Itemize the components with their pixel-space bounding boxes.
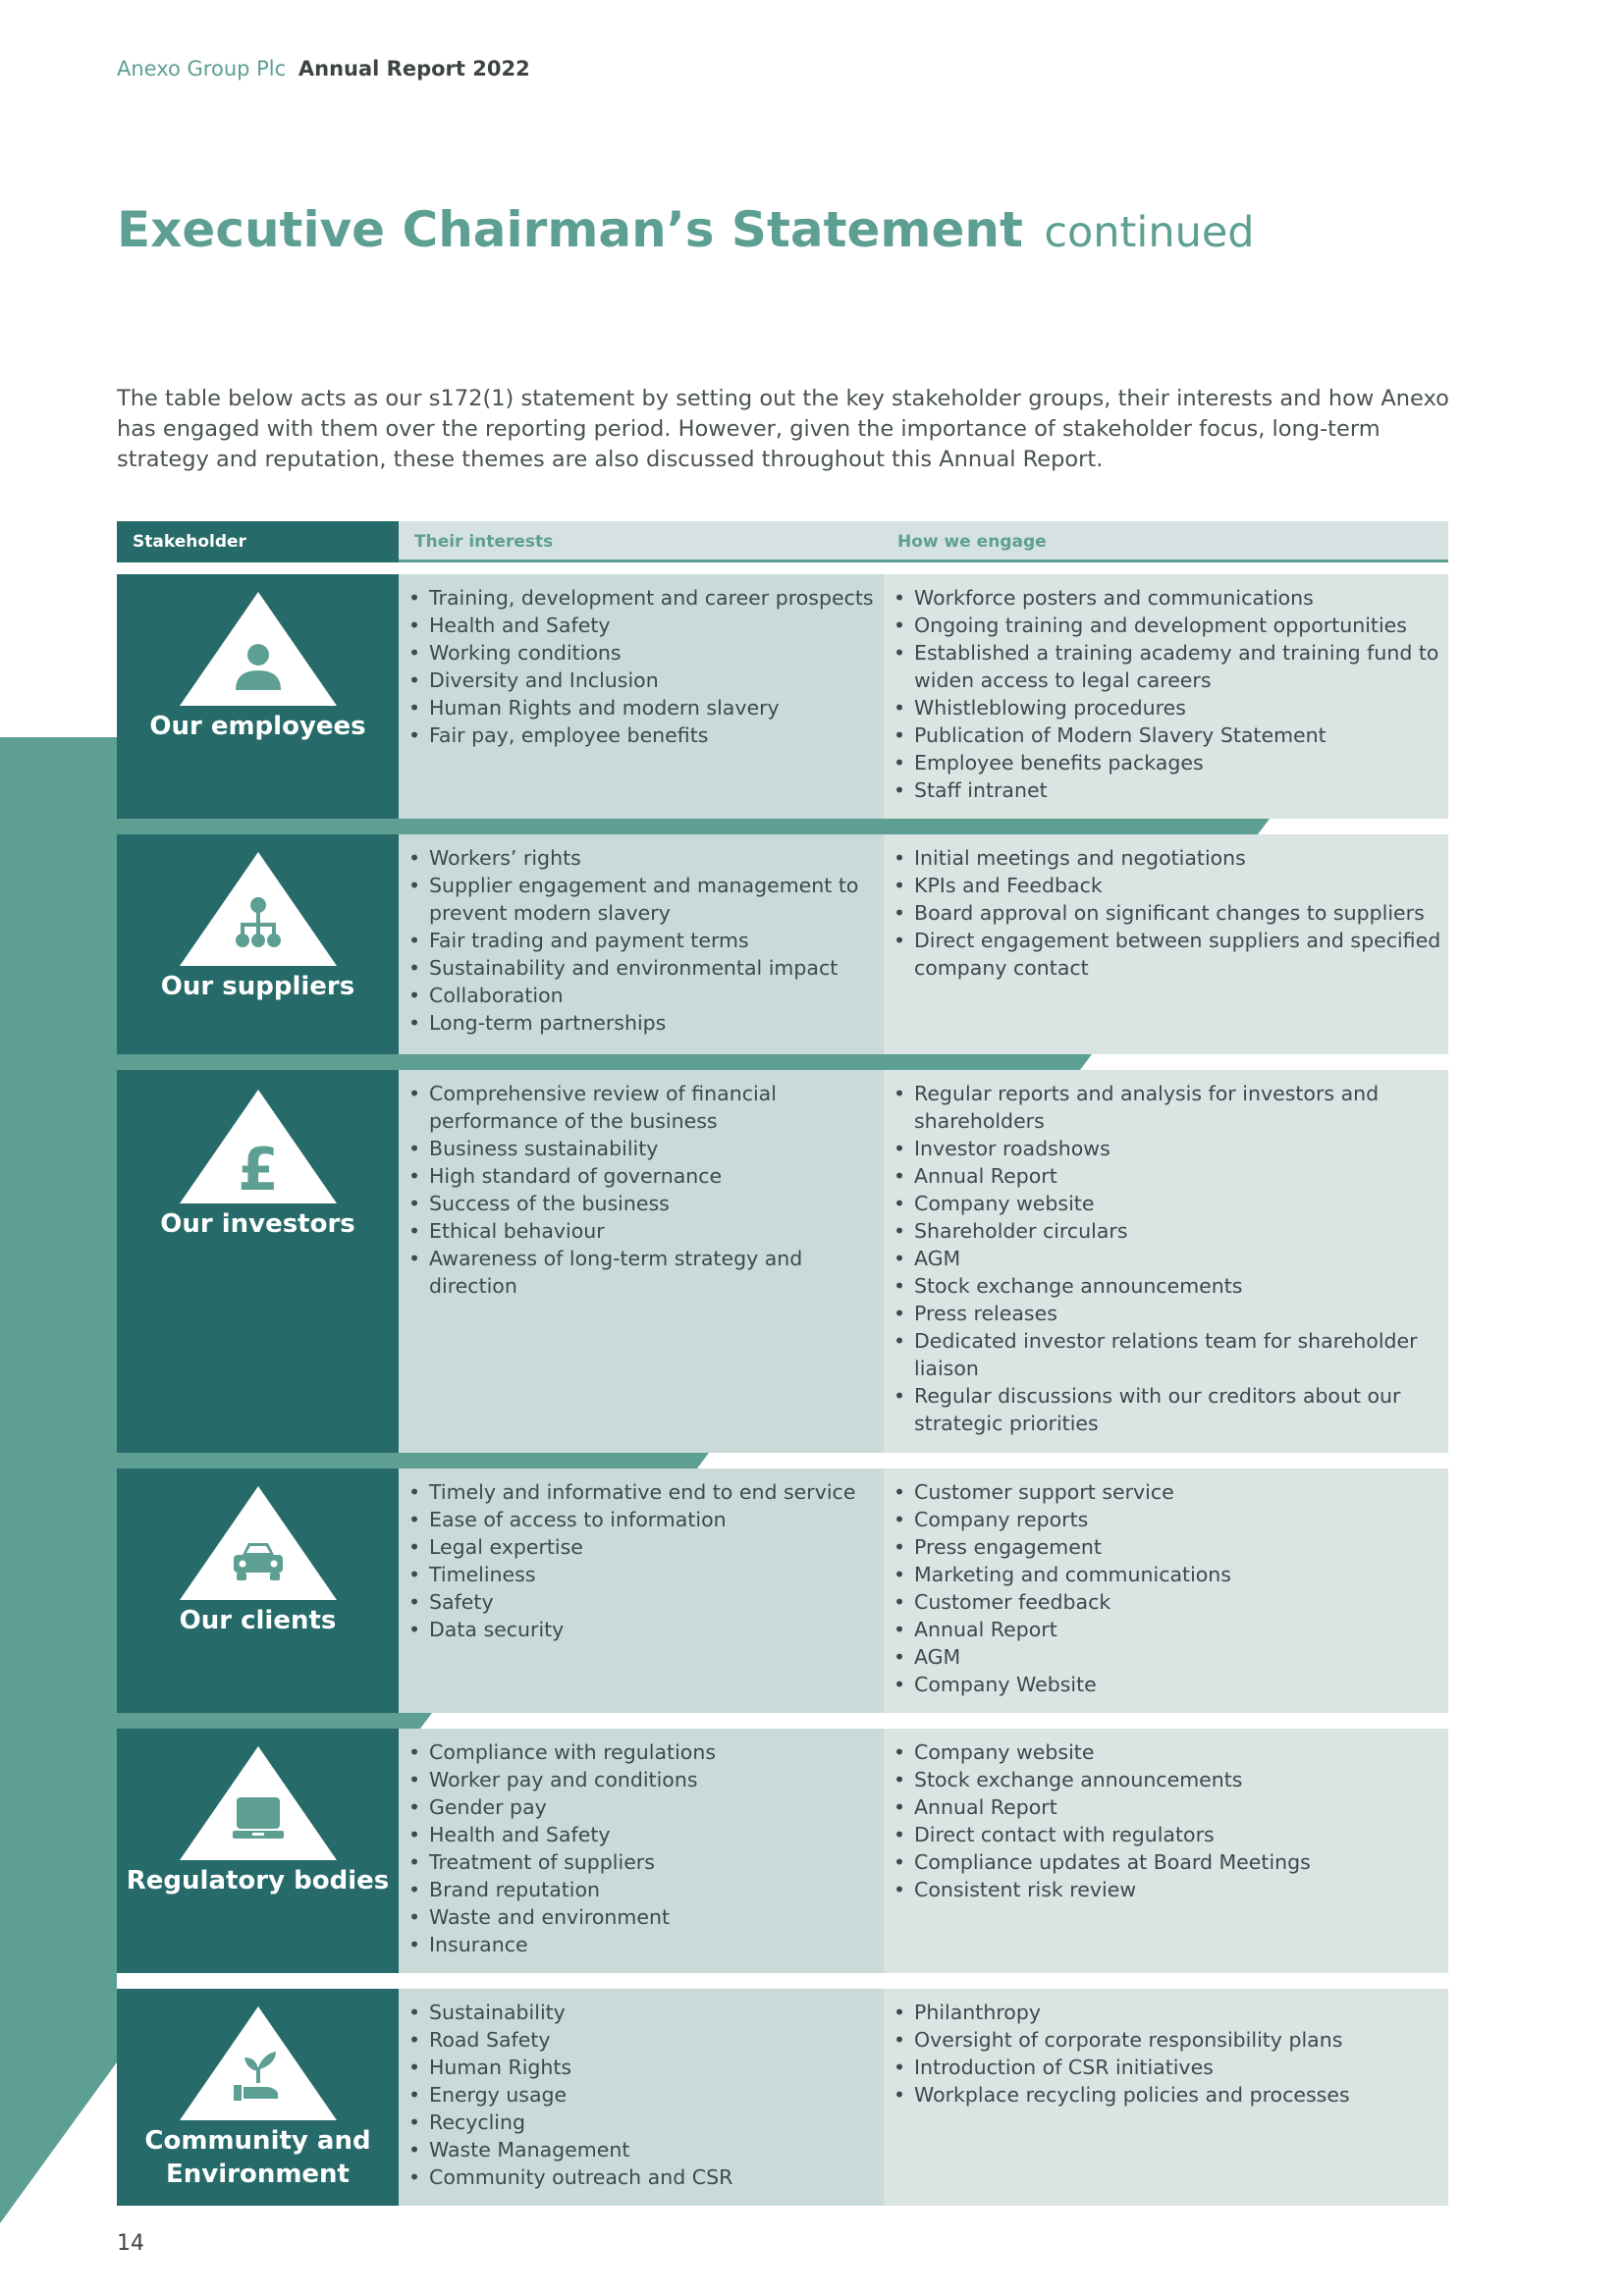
engage-item: • AGM (892, 1245, 1443, 1272)
interest-item: • Awareness of long-term strategy and direction (406, 1245, 878, 1300)
engage-list (892, 584, 1443, 804)
engage-list (892, 844, 1443, 982)
engage-item: • Introduction of CSR initiatives (892, 2054, 1443, 2081)
engage-item: • Direct engagement between suppliers and specified company contact (892, 927, 1443, 982)
interests-cell (399, 1468, 884, 1713)
engage-cell (884, 574, 1448, 819)
interest-item: • Health and Safety (406, 1821, 878, 1848)
interest-item: • Working conditions (406, 639, 878, 667)
interest-item: • Sustainability (406, 1999, 878, 2026)
interest-item: • Fair trading and payment terms (406, 927, 878, 954)
header-interests-band (399, 521, 1448, 562)
engage-item: • Consistent risk review (892, 1876, 1443, 1903)
stakeholder-cell (117, 1989, 399, 2206)
interest-item: • Business sustainability (406, 1135, 878, 1162)
interests-cell (399, 574, 884, 819)
engage-item: • Investor roadshows (892, 1135, 1443, 1162)
engage-item: • Customer feedback (892, 1588, 1443, 1616)
engage-item: • Marketing and communications (892, 1561, 1443, 1588)
laptop-icon (180, 1746, 337, 1860)
interest-item: • Fair pay, employee benefits (406, 721, 878, 749)
page-number: 14 (117, 2231, 144, 2256)
stakeholder-row-community (117, 1989, 1448, 2206)
stakeholder-label: Our investors (160, 1209, 355, 1239)
car-icon (180, 1486, 337, 1600)
interest-item: • Data security (406, 1616, 878, 1643)
engage-item: • Direct contact with regulators (892, 1821, 1443, 1848)
engage-item: • Board approval on significant changes to suppliers (892, 899, 1443, 927)
interests-list (406, 1738, 878, 1958)
page-title (117, 201, 1255, 258)
engage-item: • Compliance updates at Board Meetings (892, 1848, 1443, 1876)
interest-item: • Recycling (406, 2109, 878, 2136)
page-title-main: Executive Chairman’s Statement (117, 201, 1023, 258)
header-company: Anexo Group Plc (117, 57, 287, 80)
interests-cell (399, 834, 884, 1054)
page-title-sub: continued (1044, 208, 1255, 257)
stakeholder-row-clients (117, 1468, 1448, 1713)
engage-item: • Stock exchange announcements (892, 1272, 1443, 1300)
engage-item: • Employee benefits packages (892, 749, 1443, 776)
interest-item: • Energy usage (406, 2081, 878, 2109)
stakeholder-label: Regulatory bodies (126, 1866, 390, 1896)
interest-item: • Ethical behaviour (406, 1217, 878, 1245)
engage-list (892, 1738, 1443, 1903)
interest-item: • Insurance (406, 1931, 878, 1958)
interests-list (406, 1478, 878, 1643)
engage-list (892, 1478, 1443, 1698)
engage-item: • Publication of Modern Slavery Statement (892, 721, 1443, 749)
interests-cell (399, 1989, 884, 2206)
interest-item: • Legal expertise (406, 1533, 878, 1561)
interest-item: • Worker pay and conditions (406, 1766, 878, 1793)
stakeholder-label: Our employees (149, 712, 366, 741)
stakeholder-cell (117, 1729, 399, 1973)
stakeholder-label: Our suppliers (160, 972, 355, 1001)
engage-item: • Annual Report (892, 1616, 1443, 1643)
engage-cell (884, 1070, 1448, 1453)
interest-item: • Safety (406, 1588, 878, 1616)
stakeholder-row-suppliers (117, 834, 1448, 1054)
engage-item: • Company reports (892, 1506, 1443, 1533)
engage-item: • Press engagement (892, 1533, 1443, 1561)
stakeholder-label: Our clients (179, 1606, 337, 1635)
stakeholder-row-employees (117, 574, 1448, 819)
engage-item: • Company website (892, 1190, 1443, 1217)
person-icon (180, 592, 337, 706)
engage-item: • Annual Report (892, 1793, 1443, 1821)
stakeholder-label: Community and Environment (144, 2126, 371, 2189)
engage-cell (884, 1729, 1448, 1973)
engage-item: • Stock exchange announcements (892, 1766, 1443, 1793)
pound-icon (180, 1090, 337, 1203)
running-header (117, 57, 530, 80)
interest-item: • Human Rights (406, 2054, 878, 2081)
engage-item: • Customer support service (892, 1478, 1443, 1506)
engage-item: • Established a training academy and training fund to widen access to legal careers (892, 639, 1443, 694)
engage-list (892, 1999, 1443, 2109)
header-interests: Their interests (414, 532, 554, 552)
svg-text:£: £ (238, 1136, 279, 1203)
row-separator (117, 819, 1448, 834)
header-engage: How we engage (897, 532, 1047, 552)
row-separator (117, 1453, 1448, 1468)
interests-list (406, 1080, 878, 1300)
engage-item: • Regular discussions with our creditors about our strategic priorities (892, 1382, 1443, 1437)
interests-list (406, 844, 878, 1037)
engage-item: • Whistleblowing procedures (892, 694, 1443, 721)
interest-item: • Brand reputation (406, 1876, 878, 1903)
interest-item: • Health and Safety (406, 612, 878, 639)
engage-item: • Staff intranet (892, 776, 1443, 804)
table-header (117, 521, 1448, 562)
stakeholder-cell (117, 1468, 399, 1713)
engage-item: • Press releases (892, 1300, 1443, 1327)
header-report: Annual Report 2022 (298, 57, 530, 80)
interest-item: • Collaboration (406, 982, 878, 1009)
interest-item: • Training, development and career prospects (406, 584, 878, 612)
interest-item: • Waste Management (406, 2136, 878, 2163)
engage-item: • Initial meetings and negotiations (892, 844, 1443, 872)
engage-item: • Regular reports and analysis for investors and shareholders (892, 1080, 1443, 1135)
interests-cell (399, 1729, 884, 1973)
stakeholder-cell (117, 1070, 399, 1453)
engage-item: • Philanthropy (892, 1999, 1443, 2026)
engage-item: • Dedicated investor relations team for shareholder liaison (892, 1327, 1443, 1382)
interest-item: • Sustainability and environmental impact (406, 954, 878, 982)
engage-item: • Shareholder circulars (892, 1217, 1443, 1245)
interests-list (406, 584, 878, 749)
interest-item: • Compliance with regulations (406, 1738, 878, 1766)
plant-hand-icon (180, 2006, 337, 2120)
interest-item: • Workers’ rights (406, 844, 878, 872)
interest-item: • Success of the business (406, 1190, 878, 1217)
intro-paragraph: The table below acts as our s172(1) statement by setting out the key stakeholder groups, their interests and how Anexo has engaged with them over the reporting period. However, given the importance of stakeholder focus, long-term strategy and reputation, these themes are also discussed throughout this Annual Report. (117, 386, 1449, 472)
engage-list (892, 1080, 1443, 1437)
interest-item: • Comprehensive review of financial performance of the business (406, 1080, 878, 1135)
engage-cell (884, 1989, 1448, 2206)
network-icon (180, 852, 337, 966)
interest-item: • Treatment of suppliers (406, 1848, 878, 1876)
engage-item: • Workplace recycling policies and processes (892, 2081, 1443, 2109)
interest-item: • Gender pay (406, 1793, 878, 1821)
interest-item: • Timely and informative end to end service (406, 1478, 878, 1506)
engage-item: • Oversight of corporate responsibility plans (892, 2026, 1443, 2054)
engage-item: • AGM (892, 1643, 1443, 1671)
interest-item: • Community outreach and CSR (406, 2163, 878, 2191)
header-stakeholder: Stakeholder (117, 521, 399, 562)
interest-item: • Human Rights and modern slavery (406, 694, 878, 721)
engage-item: • Annual Report (892, 1162, 1443, 1190)
stakeholder-row-regulatory (117, 1729, 1448, 1973)
interest-item: • High standard of governance (406, 1162, 878, 1190)
engage-cell (884, 1468, 1448, 1713)
engage-item: • Workforce posters and communications (892, 584, 1443, 612)
interest-item: • Ease of access to information (406, 1506, 878, 1533)
engage-cell (884, 834, 1448, 1054)
interest-item: • Long-term partnerships (406, 1009, 878, 1037)
stakeholder-row-investors (117, 1070, 1448, 1453)
interest-item: • Waste and environment (406, 1903, 878, 1931)
interest-item: • Road Safety (406, 2026, 878, 2054)
row-separator (117, 1713, 1448, 1729)
interests-cell (399, 1070, 884, 1453)
interest-item: • Supplier engagement and management to prevent modern slavery (406, 872, 878, 927)
stakeholder-cell (117, 574, 399, 819)
interests-list (406, 1999, 878, 2191)
row-separator (117, 1054, 1448, 1070)
stakeholder-cell (117, 834, 399, 1054)
engage-item: • Company website (892, 1738, 1443, 1766)
engage-item: • KPIs and Feedback (892, 872, 1443, 899)
engage-item: • Company Website (892, 1671, 1443, 1698)
engage-item: • Ongoing training and development opportunities (892, 612, 1443, 639)
interest-item: • Diversity and Inclusion (406, 667, 878, 694)
interest-item: • Timeliness (406, 1561, 878, 1588)
